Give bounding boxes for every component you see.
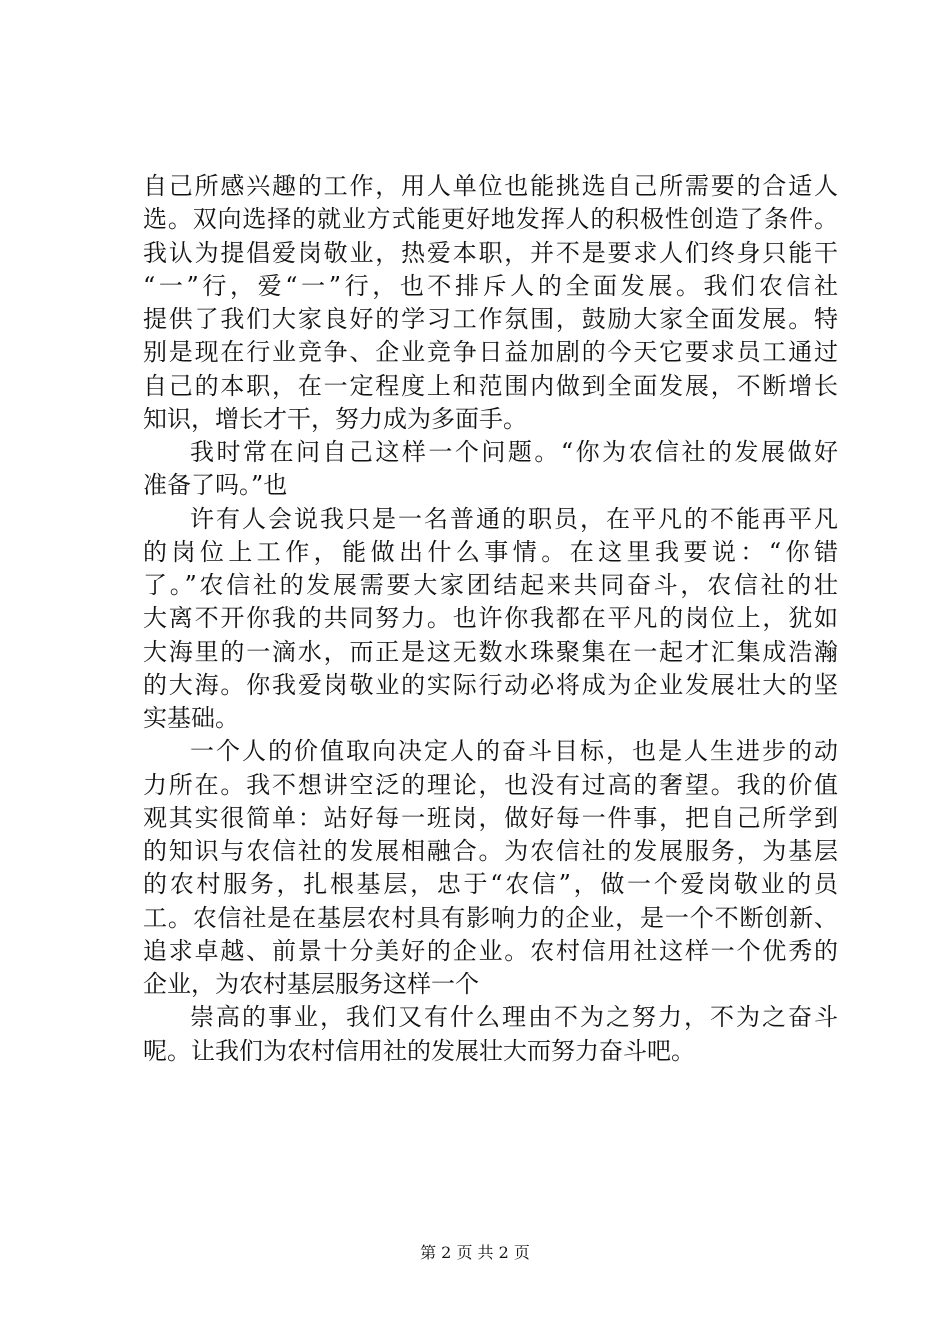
- text-line: 的岗位上工作，能做出什么事情。在这里我要说：“你错: [143, 537, 838, 566]
- text-line: 选。双向选择的就业方式能更好地发挥人的积极性创造了条件。: [143, 205, 838, 234]
- text-line: “一”行，爱“一”行，也不排斥人的全面发展。我们农信社: [143, 271, 838, 300]
- text-line: 观其实很简单：站好每一班岗，做好每一件事，把自己所学到: [143, 803, 838, 832]
- text-line: 别是现在行业竞争、企业竞争日益加剧的今天它要求员工通过: [143, 338, 838, 367]
- text-line: 企业，为农村基层服务这样一个: [143, 970, 479, 998]
- text-line: 崇高的事业，我们又有什么理由不为之努力，不为之奋斗: [190, 1003, 838, 1032]
- body-text: [143, 170, 838, 1068]
- text-line: 许有人会说我只是一名普通的职员，在平凡的不能再平凡: [190, 504, 838, 533]
- page-number-footer: 第 2 页 共 2 页: [420, 1243, 530, 1262]
- text-line: 工。农信社是在基层农村具有影响力的企业，是一个不断创新、: [143, 903, 838, 932]
- text-line: 的大海。你我爱岗敬业的实际行动必将成为企业发展壮大的坚: [143, 670, 838, 699]
- text-line: 的知识与农信社的发展相融合。为农信社的发展服务，为基层: [143, 837, 838, 865]
- text-line: 自己的本职，在一定程度上和范围内做到全面发展，不断增长: [143, 371, 838, 400]
- text-line: 实基础。: [143, 704, 239, 732]
- text-line: 我认为提倡爱岗敬业，热爱本职，并不是要求人们终身只能干: [143, 238, 838, 267]
- text-line: 了。”农信社的发展需要大家团结起来共同奋斗，农信社的壮: [143, 571, 838, 599]
- text-line: 准备了吗。”也: [143, 471, 288, 500]
- text-line: 自己所感兴趣的工作，用人单位也能挑选自己所需要的合适人: [143, 172, 838, 200]
- text-line: 力所在。我不想讲空泛的理论，也没有过高的奢望。我的价值: [143, 770, 838, 799]
- text-line: 知识，增长才干，努力成为多面手。: [143, 404, 527, 433]
- text-line: 追求卓越、前景十分美好的企业。农村信用社这样一个优秀的: [143, 936, 838, 965]
- text-line: 大海里的一滴水，而正是这无数水珠聚集在一起才汇集成浩瀚: [143, 637, 838, 666]
- text-line: 大离不开你我的共同努力。也许你我都在平凡的岗位上，犹如: [143, 604, 838, 633]
- text-line: 一个人的价值取向决定人的奋斗目标，也是人生进步的动: [190, 737, 838, 766]
- text-line: 的农村服务，扎根基层，忠于“农信”，做一个爱岗敬业的员: [143, 870, 838, 899]
- text-line: 提供了我们大家良好的学习工作氛围，鼓励大家全面发展。特: [143, 305, 838, 333]
- text-line: 呢。让我们为农村信用社的发展壮大而努力奋斗吧。: [143, 1036, 695, 1065]
- text-line: 我时常在问自己这样一个问题。“你为农信社的发展做好: [190, 438, 838, 466]
